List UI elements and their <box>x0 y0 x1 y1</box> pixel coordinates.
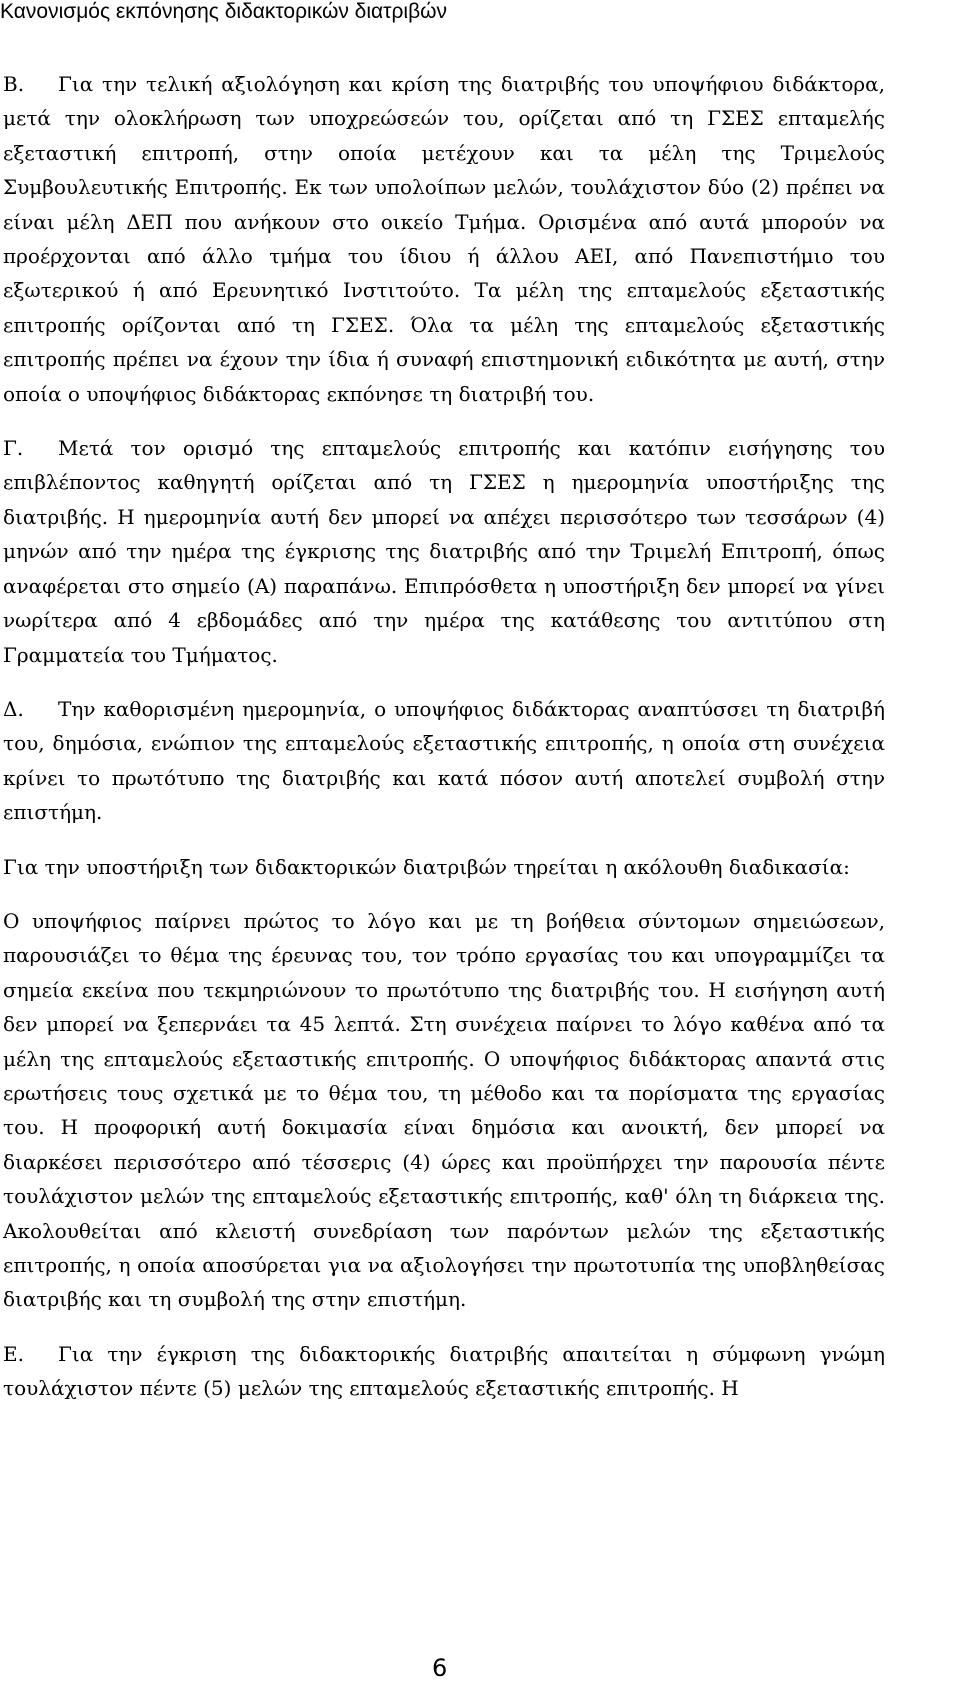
paragraph-text: Ο υποψήφιος παίρνει πρώτος το λόγο και με τη βοήθεια σύντομων σημειώσεων, παρουσιάζει το θέμα της έρευνας του, τον τρόπο εργασίας του και υπογραμμίζει τα σημεία εκείνα που τεκμηριώνουν το πρωτότυπο της διατριβής του. Η εισήγηση αυτή δεν μπορεί να ξεπερνάει τα 45 λεπτά. Στη συνέχεια παίρνει το λόγο καθένα από τα μέλη της επταμελούς εξεταστικής επιτροπής. Ο υποψήφιος διδάκτορας απαντά στις ερωτήσεις τους σχετικά με το θέμα του, τη μέθοδο και τα πορίσματα της εργασίας του. Η προφορική αυτή δοκιμασία είναι δημόσια και ανοικτή, δεν μπορεί να διαρκέσει περισσότερο από τέσσερις (4) ώρες και προϋπήρχει την παρουσία πέντε τουλάχιστον μελών της επταμελούς εξεταστικής επιτροπής, καθ' όλη τη διάρκεια της. Ακολουθείται από κλειστή συνεδρίαση των παρόντων μελών της εξεταστικής επιτροπής, η οποία αποσύρεται για να αξιολογήσει την πρωτοτυπία της υποβληθείσας διατριβής και τη συμβολή της στην επιστήμη. <box>3 908 885 1312</box>
page-number-text: 6 <box>432 1654 448 1682</box>
paragraph-marker: Ε. <box>3 1341 24 1366</box>
paragraph-d <box>3 692 885 830</box>
paragraph-procedure <box>3 904 885 1317</box>
paragraph-procedure-intro <box>3 850 885 884</box>
paragraph-marker: Γ. <box>3 436 24 461</box>
document-body <box>3 67 885 1426</box>
paragraph-e <box>3 1337 885 1406</box>
paragraph-marker: Δ. <box>3 696 24 721</box>
paragraph-text: Για την έγκριση της διδακτορικής διατριβής απαιτείται η σύμφωνη γνώμη τουλάχιστον πέντε (5) μελών της επταμελούς εξεταστικής επιτροπής. Η <box>3 1341 885 1401</box>
paragraph-text: Την καθορισμένη ημερομηνία, ο υποψήφιος διδάκτορας αναπτύσσει τη διατριβή του, δημόσια, ενώπιον της επταμελούς εξεταστικής επιτροπής, η οποία στη συνέχεια κρίνει το πρωτότυπο της διατριβής και κατά πόσον αυτή αποτελεί συμβολή στην επιστήμη. <box>3 696 885 825</box>
paragraph-text: Για την υποστήριξη των διδακτορικών διατριβών τηρείται η ακόλουθη διαδικασία: <box>3 854 850 879</box>
paragraph-c <box>3 431 885 672</box>
paragraph-b <box>3 67 885 411</box>
paragraph-marker: Β. <box>3 72 25 96</box>
paragraph-text: Για την τελική αξιολόγηση και κρίση της διατριβής του υποψήφιου διδάκτορα, μετά την ολοκλήρωση των υποχρεώσεών του, ορίζεται από τη ΓΣΕΣ επταμελής εξεταστική επιτροπή, στην οποία μετέχουν και τα μέλη της Τριμελούς Συμβουλευτικής Επιτροπής. Εκ των υπολοίπων μελών, τουλάχιστον δύο (2) πρέπει να είναι μέλη ΔΕΠ που ανήκουν στο οικείο Τμήμα. Ορισμένα από αυτά μπορούν να προέρχονται από άλλο τμήμα του ίδιου ή άλλου ΑΕΙ, από Πανεπιστήμιο του εξωτερικού ή από Ερευνητικό Ινστιτούτο. Τα μέλη της επταμελούς εξεταστικής επιτροπής ορίζονται από τη ΓΣΕΣ. Όλα τα μέλη της επταμελούς εξεταστικής επιτροπής πρέπει να έχουν την ίδια ή συναφή επιστημονική ειδικότητα με αυτή, στην οποία ο υποψήφιος διδάκτορας εκπόνησε τη διατριβή του. <box>3 72 885 406</box>
paragraph-text: Μετά τον ορισμό της επταμελούς επιτροπής και κατόπιν εισήγησης του επιβλέποντος καθηγητή ορίζεται από τη ΓΣΕΣ η ημερομηνία υποστήριξης της διατριβής. Η ημερομηνία αυτή δεν μπορεί να απέχει περισσότερο των τεσσάρων (4) μηνών από την ημέρα της έγκρισης της διατριβής από την Τριμελή Επιτροπή, όπως αναφέρεται στο σημείο (Α) παραπάνω. Επιπρόσθετα η υποστήριξη δεν μπορεί να γίνει νωρίτερα από 4 εβδομάδες από την ημέρα της κατάθεσης του αντιτύπου στη Γραμματεία του Τμήματος. <box>3 436 885 667</box>
page-header: Κανονισμός εκπόνησης διδακτορικών διατριβών <box>0 0 448 23</box>
